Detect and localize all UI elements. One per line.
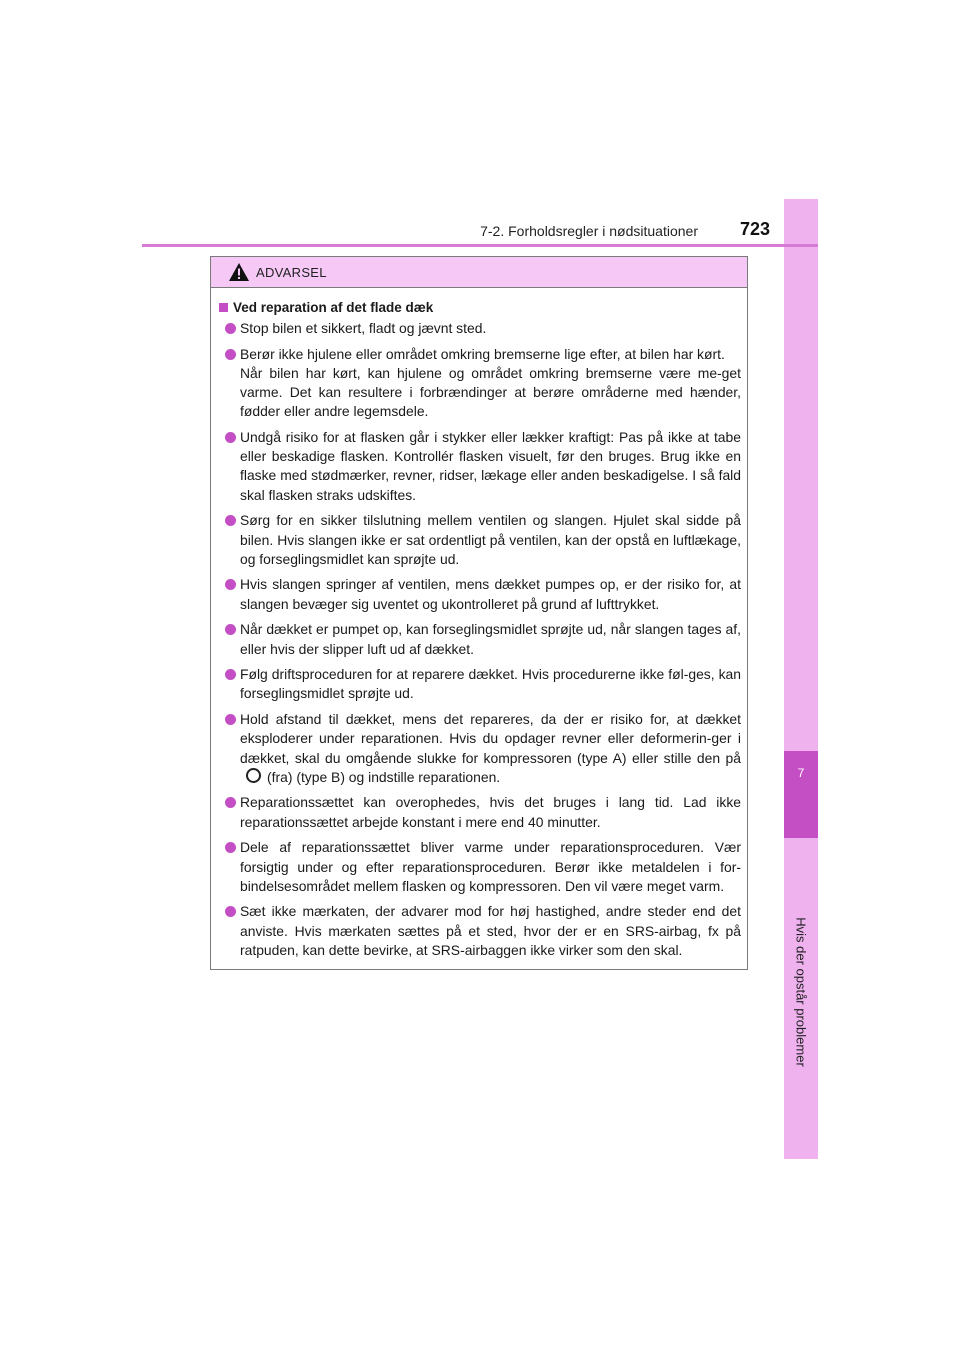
warning-box	[210, 256, 748, 970]
bullet-icon	[225, 906, 236, 917]
off-switch-icon	[246, 768, 261, 783]
list-item: Følg driftsproceduren for at reparere dækket. Hvis procedurerne ikke føl-ges, kan forseglingsmidlet sprøjte ud.	[219, 665, 741, 703]
bullet-icon	[225, 842, 236, 853]
warning-list	[219, 319, 741, 960]
warning-triangle-icon	[228, 262, 250, 282]
warning-heading-text: Ved reparation af det flade dæk	[233, 300, 434, 315]
bullet-icon	[225, 797, 236, 808]
bullet-icon	[225, 323, 236, 334]
list-item: Sørg for en sikker tilslutning mellem ventilen og slangen. Hjulet skal sidde på bilen. Hvis slangen ikke er sat ordentligt på ventilen, kan der opstå en luftlækage, og forseglingsmidlet kan sprøjte ud.	[219, 511, 741, 569]
list-item: Hold afstand til dækket, mens det repareres, da der er risiko for, at dækket eksploderer under reparationen. Hvis du opdager revner eller deformerin-ger i dækket, skal du omgående slukke for kompressoren (type A) eller stille den på(fra) (type B) og indstille reparationen.	[219, 710, 741, 787]
list-item-continuation: Når bilen har kørt, kan hjulene og området omkring bremserne være me-get varme. Det kan resultere i forbrændinger at berøre områderne med hænder, fødder eller andre legemsdele.	[240, 364, 741, 420]
header-divider	[142, 244, 818, 247]
list-item: Hvis slangen springer af ventilen, mens dækket pumpes op, er der risiko for, at slangen bevæger sig uventet og ukontrolleret på grund af lufttrykket.	[219, 575, 741, 613]
list-item: Reparationssættet kan overophedes, hvis det bruges i lang tid. Lad ikke reparationssættet arbejde konstant i mere end 40 minutter.	[219, 793, 741, 831]
list-item: Sæt ikke mærkaten, der advarer mod for høj hastighed, andre steder end det anviste. Hvis mærkaten sættes på et sted, hvor der er en SRS-airbag, fx på ratpuden, kan dette bevirke, at SRS-airbaggen ikke virker som den skal.	[219, 902, 741, 960]
bullet-icon	[225, 624, 236, 635]
warning-header	[211, 257, 747, 288]
side-tab-chapter-number: 7	[797, 766, 805, 780]
side-tab-chapter-marker	[784, 751, 818, 838]
bullet-icon	[225, 432, 236, 443]
list-item: Stop bilen et sikkert, fladt og jævnt sted.	[219, 319, 741, 338]
warning-body	[211, 288, 747, 960]
header-section-title: 7-2. Forholdsregler i nødsituationer	[480, 223, 698, 239]
square-bullet-icon	[219, 303, 228, 312]
page-number: 723	[740, 219, 771, 239]
warning-title: ADVARSEL	[256, 264, 327, 280]
list-item: Dele af reparationssættet bliver varme under reparationsproceduren. Vær forsigtig under og efter reparationsproceduren. Berør ikke metaldelen i for-bindelsesområdet mellem flasken og kompressoren. Den vil være meget varm.	[219, 838, 741, 896]
list-item: Berør ikke hjulene eller området omkring bremserne lige efter, at bilen har kørt. Når bilen har kørt, kan hjulene og området omkring bremserne være me-get varme. Det kan resultere i forbrændinger at berøre områderne med hænder, fødder eller andre legemsdele.	[219, 345, 741, 422]
bullet-icon	[225, 349, 236, 360]
list-item: Undgå risiko for at flasken går i stykker eller lækker kraftigt: Pas på ikke at tabe eller beskadige flasken. Kontrollér flasken visuelt, før den bruges. Brug ikke en flaske med stødmærker, revner, ridser, lækage eller anden beskadigelse. I så fald skal flasken straks udskiftes.	[219, 428, 741, 505]
warning-section-heading	[219, 300, 741, 315]
bullet-icon	[225, 515, 236, 526]
bullet-icon	[225, 579, 236, 590]
bullet-icon	[225, 714, 236, 725]
side-tab-chapter-label: Hvis der opstår problemer	[793, 917, 809, 1067]
bullet-icon	[225, 669, 236, 680]
list-item: Når dækket er pumpet op, kan forseglingsmidlet sprøjte ud, når slangen tages af, eller hvis der slipper luft ud af dækket.	[219, 620, 741, 658]
